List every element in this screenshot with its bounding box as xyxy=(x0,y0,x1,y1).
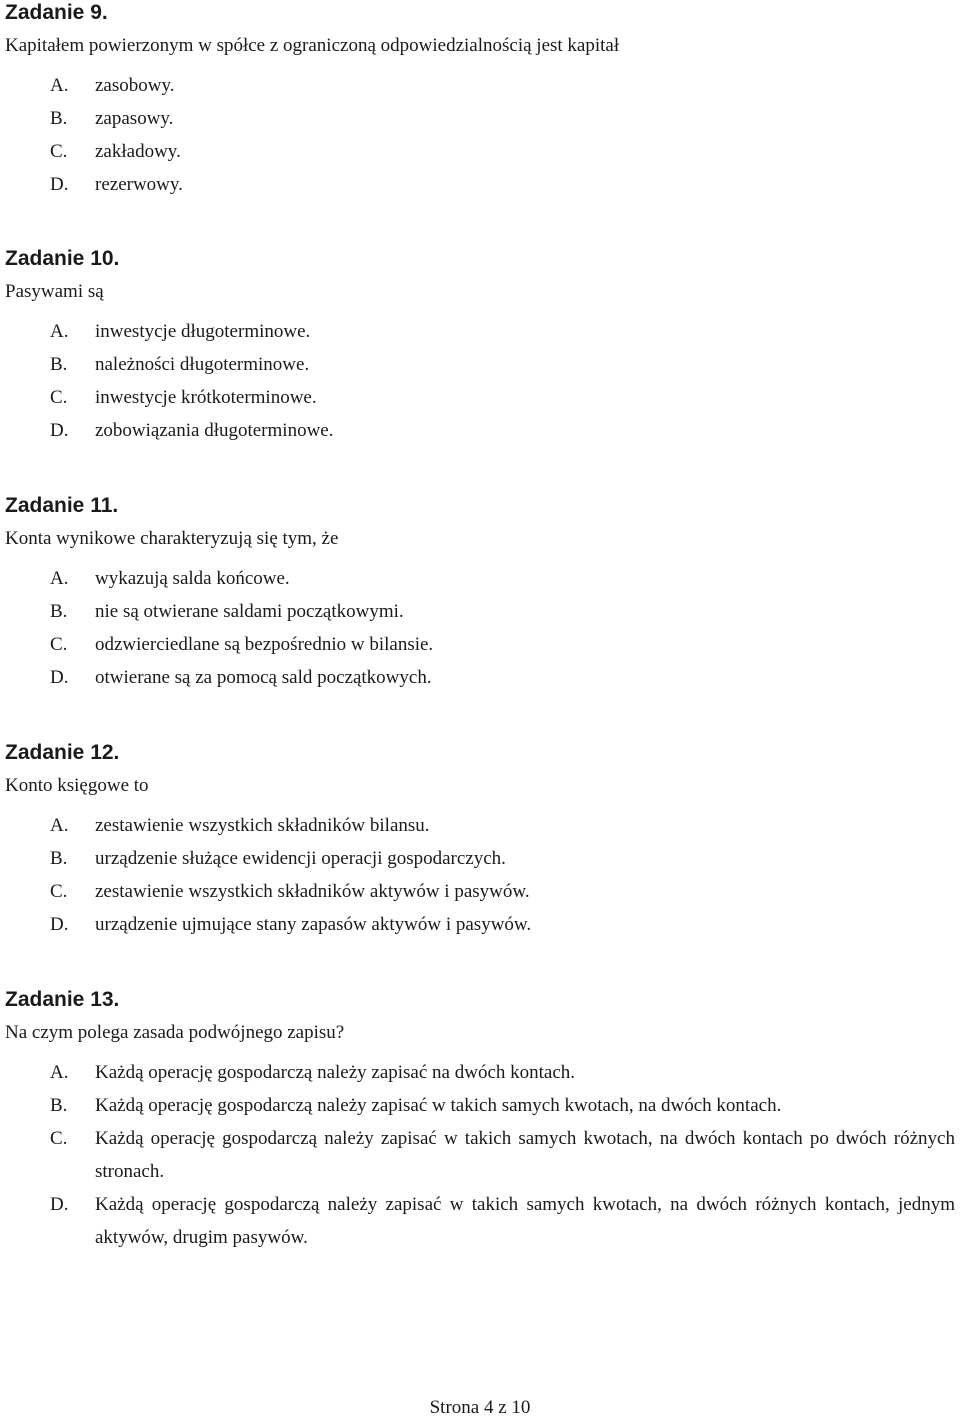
answer-option-b xyxy=(5,595,960,628)
task-title: Zadanie 12. xyxy=(5,741,120,764)
answer-option-a xyxy=(5,562,960,595)
answer-option-a xyxy=(5,69,960,102)
option-text: urządzenie służące ewidencji operacji gospodarczych. xyxy=(95,848,506,869)
answer-option-b xyxy=(5,842,960,875)
task-question: Konta wynikowe charakteryzują się tym, że xyxy=(5,528,339,549)
task-title: Zadanie 11. xyxy=(5,494,119,517)
answer-option-d xyxy=(5,414,960,447)
option-letter: D. xyxy=(50,174,69,195)
task-title: Zadanie 9. xyxy=(5,1,108,24)
option-text: odzwierciedlane są bezpośrednio w bilansie. xyxy=(95,634,434,655)
option-letter: B. xyxy=(50,848,68,869)
task-question: Konto księgowe to xyxy=(5,775,149,796)
option-letter: B. xyxy=(50,354,68,375)
option-text: otwierane są za pomocą sald początkowych. xyxy=(95,667,432,688)
option-letter: D. xyxy=(50,667,69,688)
answer-option-c xyxy=(5,875,960,908)
option-text: Każdą operację gospodarczą należy zapisać w takich samych kwotach, na dwóch różnych kontach, jednym aktywów, drugim pasywów. xyxy=(95,1194,955,1248)
task-13 xyxy=(5,987,960,1254)
option-text: zapasowy. xyxy=(95,108,174,129)
answer-option-d xyxy=(5,168,960,201)
task-question: Na czym polega zasada podwójnego zapisu? xyxy=(5,1022,345,1043)
option-text: inwestycje długoterminowe. xyxy=(95,321,311,342)
page-number: Strona 4 z 10 xyxy=(429,1397,531,1418)
answer-option-c xyxy=(5,628,960,661)
option-letter: A. xyxy=(50,815,69,836)
answer-option-d xyxy=(5,908,960,941)
option-text: należności długoterminowe. xyxy=(95,354,310,375)
option-text: urządzenie ujmujące stany zapasów aktywów i pasywów. xyxy=(95,914,532,935)
answer-option-b xyxy=(5,1089,960,1122)
option-text: wykazują salda końcowe. xyxy=(95,568,290,589)
task-title: Zadanie 13. xyxy=(5,988,120,1011)
answer-option-d xyxy=(5,661,960,694)
option-letter: B. xyxy=(50,601,68,622)
task-9 xyxy=(5,0,960,201)
answer-option-c xyxy=(5,381,960,414)
option-text: zobowiązania długoterminowe. xyxy=(95,420,334,441)
option-letter: B. xyxy=(50,1095,68,1116)
task-title: Zadanie 10. xyxy=(5,247,120,270)
task-10 xyxy=(5,246,960,447)
answer-option-a xyxy=(5,809,960,842)
task-11 xyxy=(5,493,960,694)
option-text: Każdą operację gospodarczą należy zapisać w takich samych kwotach, na dwóch kontach. xyxy=(95,1095,782,1116)
option-letter: D. xyxy=(50,1194,69,1215)
answer-option-c xyxy=(5,1122,960,1188)
answer-option-b xyxy=(5,348,960,381)
task-12 xyxy=(5,740,960,941)
option-letter: A. xyxy=(50,1062,69,1083)
option-letter: A. xyxy=(50,568,69,589)
option-text: inwestycje krótkoterminowe. xyxy=(95,387,317,408)
answer-option-d xyxy=(5,1188,960,1254)
option-text: nie są otwierane saldami początkowymi. xyxy=(95,601,404,622)
task-question: Kapitałem powierzonym w spółce z ograniczoną odpowiedzialnością jest kapitał xyxy=(5,35,620,56)
answer-option-b xyxy=(5,102,960,135)
option-letter: C. xyxy=(50,881,68,902)
task-question: Pasywami są xyxy=(5,281,104,302)
option-text: zestawienie wszystkich składników aktywów i pasywów. xyxy=(95,881,530,902)
option-letter: A. xyxy=(50,321,69,342)
answer-option-a xyxy=(5,315,960,348)
answer-options xyxy=(5,562,960,694)
option-letter: D. xyxy=(50,914,69,935)
option-text: Każdą operację gospodarczą należy zapisać na dwóch kontach. xyxy=(95,1062,576,1083)
option-text: Każdą operację gospodarczą należy zapisać w takich samych kwotach, na dwóch kontach po dwóch różnych stronach. xyxy=(95,1128,955,1182)
answer-options xyxy=(5,1056,960,1254)
answer-option-a xyxy=(5,1056,960,1089)
option-letter: C. xyxy=(50,634,68,655)
answer-option-c xyxy=(5,135,960,168)
answer-options xyxy=(5,315,960,447)
answer-options xyxy=(5,809,960,941)
option-letter: A. xyxy=(50,75,69,96)
option-text: zakładowy. xyxy=(95,141,181,162)
option-text: rezerwowy. xyxy=(95,174,183,195)
option-letter: D. xyxy=(50,420,69,441)
answer-options xyxy=(5,69,960,201)
option-letter: C. xyxy=(50,387,68,408)
option-letter: C. xyxy=(50,141,68,162)
option-text: zasobowy. xyxy=(95,75,175,96)
option-text: zestawienie wszystkich składników bilansu. xyxy=(95,815,430,836)
option-letter: C. xyxy=(50,1128,68,1149)
option-letter: B. xyxy=(50,108,68,129)
